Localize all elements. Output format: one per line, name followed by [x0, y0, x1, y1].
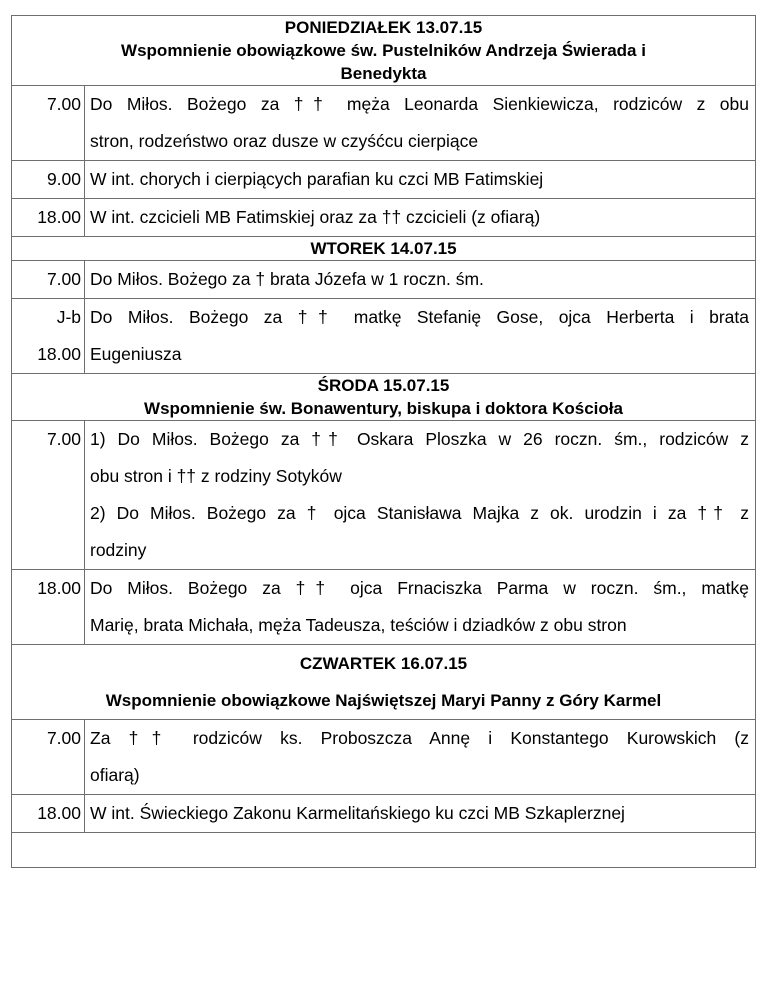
mass-intention: Do Miłos. Bożego za †† matkę Stefanię Gose, ojca Herberta i brata Eugeniusza	[85, 299, 756, 374]
day-header-row	[12, 374, 756, 421]
mass-time: 18.00	[12, 199, 85, 237]
day-header	[12, 237, 756, 261]
day-header-row	[12, 237, 756, 261]
mass-time: 7.00	[12, 86, 85, 161]
empty-cell	[12, 833, 756, 868]
mass-intention: Do Miłos. Bożego za †† ojca Frnaciszka Parma w roczn. śm., matkę Marię, brata Michała, męża Tadeusza, teściów i dziadków z obu stron	[85, 570, 756, 645]
mass-row	[12, 570, 756, 645]
day-title: PONIEDZIAŁEK 13.07.15	[284, 18, 483, 37]
day-subtitle-line: Wspomnienie św. Bonawentury, biskupa i doktora Kościoła	[144, 399, 623, 418]
mass-intention: Do Miłos. Bożego za † brata Józefa w 1 roczn. śm.	[85, 261, 756, 299]
day-subtitle-line: Wspomnienie obowiązkowe Najświętszej Maryi Panny z Góry Karmel	[105, 691, 662, 710]
mass-time: J-b 18.00	[12, 299, 85, 374]
day-title: CZWARTEK 16.07.15	[299, 654, 468, 673]
empty-row	[12, 833, 756, 868]
mass-intention: W int. chorych i cierpiących parafian ku czci MB Fatimskiej	[85, 161, 756, 199]
mass-intention: Za †† rodziców ks. Proboszcza Annę i Konstantego Kurowskich (z ofiarą)	[85, 720, 756, 795]
day-header	[12, 16, 756, 86]
day-header	[12, 645, 756, 720]
day-header	[12, 374, 756, 421]
mass-row	[12, 161, 756, 199]
day-title: ŚRODA 15.07.15	[317, 376, 450, 395]
mass-time: 18.00	[12, 795, 85, 833]
mass-row	[12, 720, 756, 795]
day-title: WTOREK 14.07.15	[310, 239, 457, 258]
mass-row	[12, 421, 756, 570]
mass-time: 18.00	[12, 570, 85, 645]
mass-intention: W int. czcicieli MB Fatimskiej oraz za †† czcicieli (z ofiarą)	[85, 199, 756, 237]
mass-intention: W int. Świeckiego Zakonu Karmelitańskiego ku czci MB Szkaplerznej	[85, 795, 756, 833]
day-subtitle-line: Wspomnienie obowiązkowe św. Pustelników Andrzeja Świerada i	[121, 41, 646, 60]
mass-row	[12, 261, 756, 299]
day-header-row	[12, 16, 756, 86]
day-header-row	[12, 645, 756, 720]
mass-time: 7.00	[12, 421, 85, 570]
mass-time: 7.00	[12, 720, 85, 795]
mass-intention: 1) Do Miłos. Bożego za †† Oskara Ploszka w 26 roczn. śm., rodziców z obu stron i †† z rodziny Sotyków 2) Do Miłos. Bożego za † ojca Stanisława Majka z ok. urodzin i za †† z rodziny	[85, 421, 756, 570]
mass-intention: Do Miłos. Bożego za †† męża Leonarda Sienkiewicza, rodziców z obu stron, rodzeństwo oraz dusze w czyśćcu cierpiące	[85, 86, 756, 161]
mass-time: 9.00	[12, 161, 85, 199]
mass-row	[12, 795, 756, 833]
mass-schedule-table	[11, 15, 756, 868]
mass-row	[12, 299, 756, 374]
mass-row	[12, 199, 756, 237]
day-subtitle-line: Benedykta	[340, 64, 427, 83]
mass-row	[12, 86, 756, 161]
mass-time: 7.00	[12, 261, 85, 299]
